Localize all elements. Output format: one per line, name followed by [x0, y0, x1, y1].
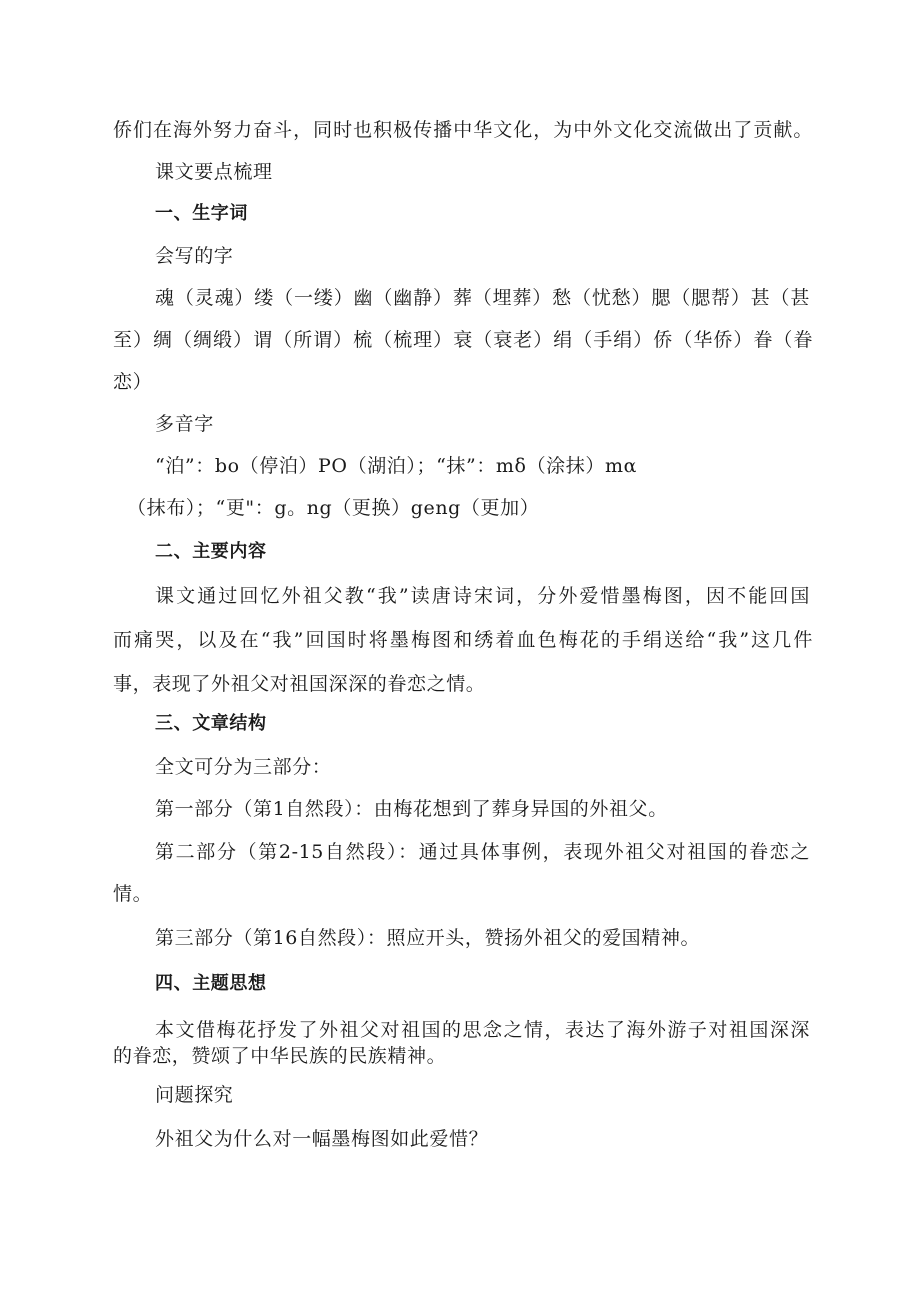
- question-text: 外祖父为什么对一幅墨梅图如此爱惜？: [155, 1128, 489, 1150]
- paragraph-line: 全文可分为三部分：: [155, 756, 332, 778]
- section-heading: 三、文章结构: [155, 713, 267, 734]
- paragraph-line: 第一部分（第1自然段）：由梅花想到了葬身异国的外祖父。: [155, 798, 668, 820]
- section-heading: 一、生字词: [155, 203, 248, 224]
- paragraph-line: 的眷恋，赞颂了中华民族的民族精神。: [113, 1045, 447, 1067]
- paragraph-line: “泊”：bo（停泊）PO（湖泊）；“抹”：mδ（涂抹）mα: [155, 455, 638, 477]
- paragraph-line: 侨们在海外努力奋斗，同时也积极传播中华文化，为中外文化交流做出了贡献。: [113, 119, 813, 141]
- section-heading: 二、主要内容: [155, 541, 267, 562]
- paragraph-line: 魂（灵魂）缕（一缕）幽（幽静）葬（埋葬）愁（忧愁）腮（腮帮）甚（甚: [155, 287, 810, 309]
- paragraph-line: （抹布）；“更"：g。ng（更换）geng（更加）: [127, 497, 540, 519]
- paragraph-line: 恋）: [113, 371, 153, 393]
- paragraph-line: 第三部分（第16自然段）：照应开头，赞扬外祖父的爱国精神。: [155, 927, 701, 949]
- subsection-label: 多音字: [155, 413, 214, 435]
- paragraph-line: 情。: [113, 883, 153, 905]
- paragraph-line: 本文借梅花抒发了外祖父对祖国的思念之情，表达了海外游子对祖国深深: [155, 1019, 810, 1041]
- paragraph-line: 课文通过回忆外祖父教“我”读唐诗宋词，分外爱惜墨梅图，因不能回国: [155, 585, 810, 607]
- subsection-label: 问题探究: [155, 1084, 234, 1106]
- subsection-label: 会写的字: [155, 245, 234, 267]
- paragraph-line: 事，表现了外祖父对祖国深深的眷恋之情。: [113, 673, 486, 695]
- paragraph-line: 至）绸（绸缎）谓（所谓）梳（梳理）衰（衰老）绢（手绢）侨（华侨）眷（眷: [113, 329, 813, 351]
- section-label: 课文要点梳理: [155, 161, 273, 183]
- paragraph-line: 第二部分（第2-15自然段）：通过具体事例，表现外祖父对祖国的眷恋之: [155, 841, 810, 863]
- section-heading: 四、主题思想: [155, 973, 267, 994]
- paragraph-line: 而痛哭，以及在“我”回国时将墨梅图和绣着血色梅花的手绢送给“我”这几件: [113, 629, 813, 651]
